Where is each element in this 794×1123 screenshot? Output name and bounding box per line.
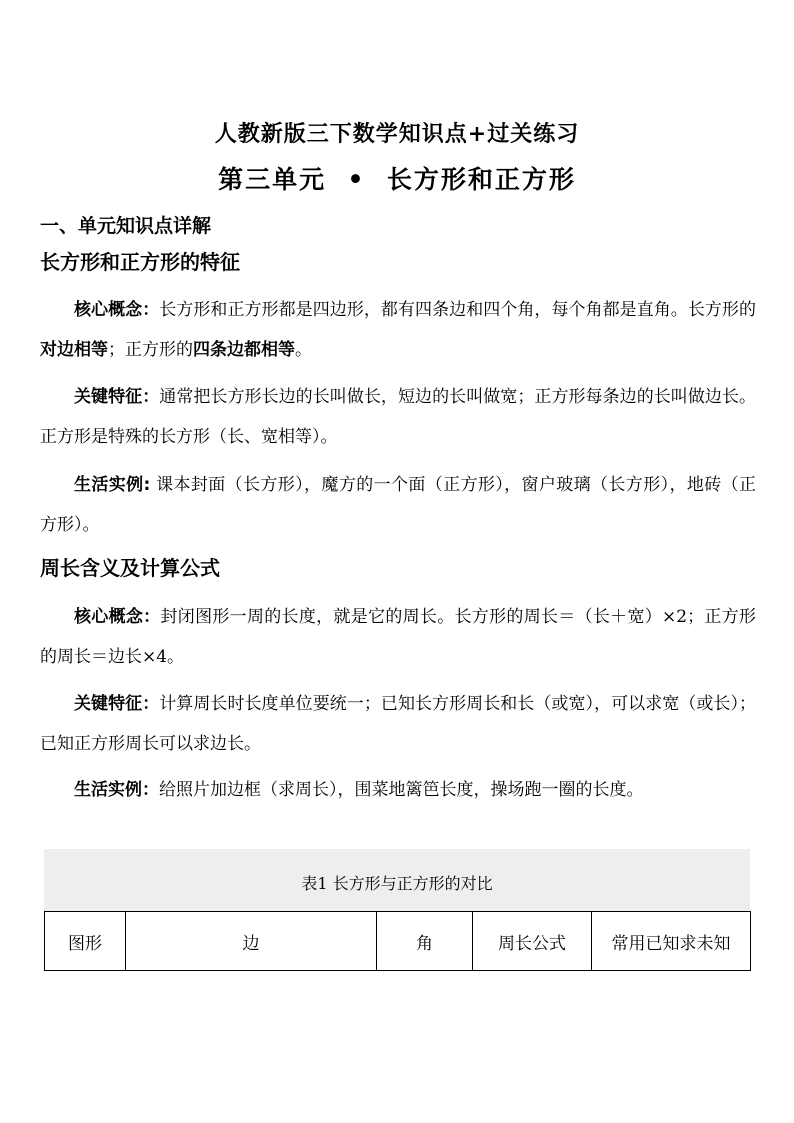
core-concept-text: 长方形和正方形都是四边形，都有四条边和四个角，每个角都是直角。长方形的	[159, 300, 757, 320]
table-header-cell: 周长公式	[473, 912, 592, 971]
example-text: 课本封面（长方形），魔方的一个面（正方形），窗户玻璃（长方形），地砖（正方形）。	[40, 475, 756, 535]
paragraph-key-features-1	[40, 377, 756, 457]
paragraph-key-features-2	[40, 684, 756, 764]
key-features-label: 关键特征：	[74, 694, 160, 714]
comparison-table	[44, 911, 751, 971]
core-concept-text: 。	[295, 340, 312, 360]
emphasis-opposite-sides: 对边相等	[40, 340, 108, 360]
table-caption-box	[44, 849, 750, 911]
key-features-label: 关键特征：	[74, 387, 160, 407]
paragraph-example-2	[40, 770, 756, 810]
core-concept-text: ；正方形的	[108, 340, 193, 360]
table-caption: 表1 长方形与正方形的对比	[301, 874, 493, 893]
topic-heading-features: 长方形和正方形的特征	[40, 250, 240, 274]
document-title: 人教新版三下数学知识点+过关练习	[214, 121, 580, 147]
table-header-cell: 边	[126, 912, 377, 971]
table-header-cell: 图形	[45, 912, 126, 971]
table-header-cell: 角	[377, 912, 473, 971]
section-heading: 一、单元知识点详解	[40, 215, 212, 237]
core-concept-label: 核心概念：	[74, 607, 161, 627]
table-header-row	[45, 912, 751, 971]
paragraph-core-concept-2	[40, 597, 756, 677]
core-concept-label: 核心概念：	[74, 300, 160, 320]
unit-title: 第三单元 • 长方形和正方形	[218, 165, 576, 194]
core-concept-text: 封闭图形一周的长度，就是它的周长。长方形的周长＝（长＋宽）×2；正方形的周长＝边长×4。	[40, 607, 757, 667]
example-label: 生活实例：	[74, 780, 159, 800]
example-text: 给照片加边框（求周长），围菜地篱笆长度，操场跑一圈的长度。	[159, 780, 644, 800]
key-features-text: 计算周长时长度单位要统一；已知长方形周长和长（或宽），可以求宽（或长）；已知正方形周长可以求边长。	[40, 694, 756, 754]
paragraph-example-1	[40, 465, 756, 545]
key-features-text: 通常把长方形长边的长叫做长，短边的长叫做宽；正方形每条边的长叫做边长。正方形是特殊的长方形（长、宽相等）。	[40, 387, 757, 447]
paragraph-core-concept-1	[40, 290, 756, 370]
example-label: 生活实例:	[74, 475, 151, 495]
emphasis-four-sides: 四条边都相等	[193, 340, 295, 360]
table-header-cell: 常用已知求未知	[592, 912, 751, 971]
topic-heading-perimeter: 周长含义及计算公式	[40, 556, 220, 580]
